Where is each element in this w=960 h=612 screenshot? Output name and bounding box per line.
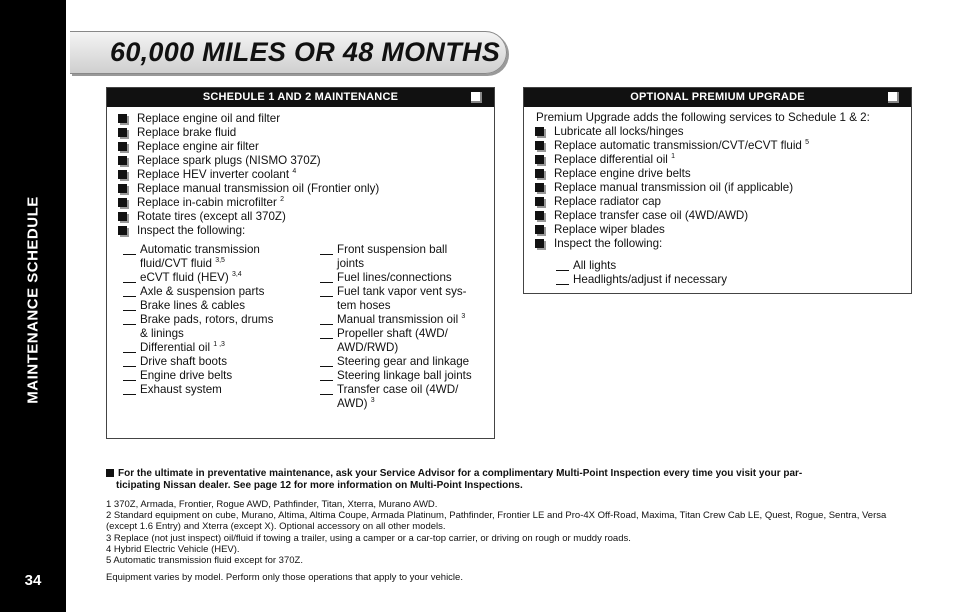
checklist-item — [117, 182, 379, 196]
checkbox-icon — [535, 239, 544, 248]
blank-line-icon — [123, 254, 136, 255]
inspect-item-continuation-text: fluid/CVT fluid — [140, 257, 212, 270]
checklist-item — [534, 209, 809, 223]
inspect-item-text: Exhaust system — [140, 383, 222, 396]
inspect-item-text: Fuel lines/connections — [337, 271, 452, 284]
checklist-item-text: Lubricate all locks/hinges — [554, 125, 684, 138]
checklist-item — [534, 139, 809, 153]
inspect-item — [123, 341, 308, 355]
checkbox-icon — [118, 226, 127, 235]
checklist-item-text: Inspect the following: — [137, 224, 246, 237]
inspect-item-continuation-text: AWD) — [337, 397, 368, 410]
inspect-item-continuation — [337, 397, 490, 411]
checklist-item-text: Rotate tires (except all 370Z) — [137, 210, 286, 223]
inspect-item — [320, 369, 490, 383]
inspect-item-text: Differential oil — [140, 341, 211, 354]
checklist-item-text: Replace wiper blades — [554, 223, 665, 236]
inspect-item-text: Automatic transmission — [140, 243, 260, 256]
blank-line-icon — [123, 310, 136, 311]
inspect-item-text: Engine drive belts — [140, 369, 233, 382]
schedule-box-title: SCHEDULE 1 AND 2 MAINTENANCE — [202, 91, 399, 103]
checklist-item-text: Replace spark plugs (NISMO 370Z) — [137, 154, 321, 167]
inspect-item-continuation-text: tem hoses — [337, 299, 391, 312]
inspect-item-text: Manual transmission oil — [337, 313, 459, 326]
inspect-item-text: Steering gear and linkage — [337, 355, 470, 368]
inspect-item — [556, 259, 727, 273]
checklist-item-text: Replace manual transmission oil (Frontier only) — [137, 182, 380, 195]
footnote-ref: 5 — [805, 139, 810, 146]
advisor-line-1: For the ultimate in preventative maintenance, ask your Service Advisor for a complimentary Multi-Point Inspection every time you visit your par- — [118, 468, 803, 479]
checkbox-icon — [118, 212, 127, 221]
blank-line-icon — [123, 282, 136, 283]
checklist-item — [117, 210, 379, 224]
checklist-item-text: Replace HEV inverter coolant — [137, 168, 290, 181]
checklist-item-text: Replace transfer case oil (4WD/AWD) — [554, 209, 749, 222]
checklist-item — [117, 140, 379, 154]
checklist-item — [534, 237, 809, 251]
checklist-item — [117, 112, 379, 126]
inspect-item — [320, 271, 490, 285]
premium-list — [534, 125, 809, 251]
blank-line-icon — [320, 254, 333, 255]
checklist-item — [534, 167, 809, 181]
advisor-note — [106, 468, 906, 492]
inspect-item-continuation — [140, 327, 308, 341]
blank-line-icon — [123, 366, 136, 367]
footnote-ref: 1 — [671, 153, 676, 160]
inspect-item-text: Fuel tank vapor vent sys- — [337, 285, 467, 298]
footnotes — [106, 499, 916, 566]
checklist-item-text: Inspect the following: — [554, 237, 663, 250]
checklist-item-text: Replace differential oil — [554, 153, 668, 166]
inspect-item-continuation — [337, 299, 490, 313]
inspect-item-text: Propeller shaft (4WD/ — [337, 327, 448, 340]
footnote-ref: 3,4 — [231, 271, 242, 278]
inspect-item — [123, 285, 308, 299]
blank-line-icon — [556, 270, 569, 271]
checklist-item-text: Replace engine air filter — [137, 140, 259, 153]
checklist-item-text: Replace in-cabin microfilter — [137, 196, 277, 209]
checkbox-icon — [118, 156, 127, 165]
inspect-item-continuation — [337, 341, 490, 355]
inspect-item — [320, 327, 490, 355]
footnote-ref: 2 — [280, 196, 284, 203]
checklist-item — [117, 196, 379, 210]
footnote-ref: 3 — [370, 397, 375, 404]
sidebar — [0, 0, 66, 612]
checklist-item-text: Replace engine drive belts — [554, 167, 691, 180]
checkbox-icon — [118, 114, 127, 123]
page-title: 60,000 MILES OR 48 MONTHS — [110, 37, 501, 67]
blank-line-icon — [320, 282, 333, 283]
inspect-item — [320, 243, 490, 271]
inspect-item — [123, 299, 308, 313]
schedule-box-header — [107, 88, 494, 107]
inspect-item-text: All lights — [573, 259, 617, 272]
inspect-item — [320, 383, 490, 411]
footnote: 4 Hybrid Electric Vehicle (HEV). — [106, 543, 240, 555]
checkbox-icon — [471, 92, 482, 103]
checkbox-icon — [535, 197, 544, 206]
inspect-item — [556, 273, 727, 287]
checkbox-icon — [535, 141, 544, 150]
checklist-item-text: Replace manual transmission oil (if applicable) — [554, 181, 794, 194]
footnote: 5 Automatic transmission fluid except for 370Z. — [106, 555, 303, 567]
inspect-item — [320, 285, 490, 313]
blank-line-icon — [123, 352, 136, 353]
page-number: 34 — [24, 572, 42, 589]
inspect-item-text: Front suspension ball — [337, 243, 448, 256]
blank-line-icon — [320, 380, 333, 381]
blank-line-icon — [320, 324, 333, 325]
checklist-item — [117, 126, 379, 140]
inspect-item — [123, 369, 308, 383]
blank-line-icon — [123, 394, 136, 395]
blank-line-icon — [320, 366, 333, 367]
blank-line-icon — [123, 380, 136, 381]
inspect-item — [123, 271, 308, 285]
checkbox-icon — [118, 128, 127, 137]
checkbox-icon — [535, 183, 544, 192]
inspect-item — [123, 355, 308, 369]
checkbox-icon — [888, 92, 899, 103]
sidebar-title: MAINTENANCE SCHEDULE — [24, 196, 42, 404]
premium-box — [523, 87, 912, 294]
inspect-item-text: Transfer case oil (4WD/ — [337, 383, 459, 396]
equipment-note: Equipment varies by model. Perform only those operations that apply to your vehicle. — [106, 572, 463, 583]
checkbox-icon — [118, 142, 127, 151]
inspect-item — [123, 243, 308, 271]
inspect-item — [123, 383, 308, 397]
checklist-item-text: Replace automatic transmission/CVT/eCVT fluid — [554, 139, 802, 152]
inspect-item-continuation — [337, 257, 490, 271]
blank-line-icon — [123, 324, 136, 325]
inspect-item-continuation-text: & linings — [140, 327, 184, 340]
checklist-item — [117, 154, 379, 168]
checkbox-icon — [118, 184, 127, 193]
blank-line-icon — [320, 394, 333, 395]
blank-line-icon — [320, 296, 333, 297]
inspect-list-col1 — [123, 243, 308, 397]
blank-line-icon — [556, 284, 569, 285]
premium-intro: Premium Upgrade adds the following services to Schedule 1 & 2: — [536, 111, 870, 124]
footnote: 3 Replace (not just inspect) oil/fluid if towing a trailer, using a camper or a car-top carrier, or driving on rough or muddy roads. — [106, 532, 631, 544]
footnote-ref: 1 ,3 — [213, 341, 225, 348]
inspect-item — [123, 313, 308, 341]
inspect-item-text: Drive shaft boots — [140, 355, 227, 368]
inspect-item-text: Brake pads, rotors, drums — [140, 313, 274, 326]
inspect-item-continuation — [140, 257, 308, 271]
checklist-item — [534, 181, 809, 195]
inspect-item-continuation-text: joints — [337, 257, 365, 270]
premium-box-header — [524, 88, 911, 107]
inspect-item-continuation-text: AWD/RWD) — [337, 341, 399, 354]
checkbox-icon — [535, 169, 544, 178]
inspect-item-text: eCVT fluid (HEV) — [140, 271, 229, 284]
footnote-ref: 3 — [461, 313, 466, 320]
inspect-item — [320, 313, 490, 327]
schedule-box — [106, 87, 495, 439]
checkbox-icon — [535, 155, 544, 164]
header-banner — [70, 31, 507, 74]
checklist-item — [117, 168, 379, 182]
checklist-item-text: Replace radiator cap — [554, 195, 661, 208]
checkbox-icon — [535, 127, 544, 136]
inspect-item — [320, 355, 490, 369]
checklist-item — [534, 195, 809, 209]
inspect-item-text: Brake lines & cables — [140, 299, 246, 312]
checklist-item-text: Replace engine oil and filter — [137, 112, 281, 125]
checklist-item — [534, 223, 809, 237]
inspect-list-col2 — [320, 243, 490, 411]
footnote-ref: 4 — [292, 168, 297, 175]
footnote: 1 370Z, Armada, Frontier, Rogue AWD, Pathfinder, Titan, Xterra, Murano AWD. — [106, 499, 438, 510]
footnote-ref: 3,5 — [215, 257, 225, 264]
checkbox-icon — [118, 198, 127, 207]
checklist-item — [534, 125, 809, 139]
schedule-list — [117, 112, 379, 238]
advisor-line-2: ticipating Nissan dealer. See page 12 for more information on Multi-Point Inspections. — [116, 480, 523, 491]
checkbox-icon — [535, 225, 544, 234]
checklist-item-text: Replace brake fluid — [137, 126, 237, 139]
checklist-item — [534, 153, 809, 167]
checkbox-icon — [118, 170, 127, 179]
premium-inspect-list — [556, 259, 727, 287]
inspect-item-text: Steering linkage ball joints — [337, 369, 472, 382]
checkbox-icon — [106, 469, 114, 477]
premium-box-title: OPTIONAL PREMIUM UPGRADE — [630, 91, 805, 103]
blank-line-icon — [320, 338, 333, 339]
checkbox-icon — [535, 211, 544, 220]
inspect-item-text: Axle & suspension parts — [140, 285, 265, 298]
blank-line-icon — [123, 296, 136, 297]
inspect-item-text: Headlights/adjust if necessary — [573, 273, 728, 286]
checklist-item — [117, 224, 379, 238]
footnote: 2 Standard equipment on cube, Murano, Altima, Altima Coupe, Armada Platinum, Pathfinder, Frontier LE and Pro-4X Off-Road, Maxima, Titan Crew Cab LE, Quest, Rogue, Sentra, Versa (except 1.6 Entry) and Xterra (except X). Optional accessory on all other models. — [106, 510, 887, 533]
